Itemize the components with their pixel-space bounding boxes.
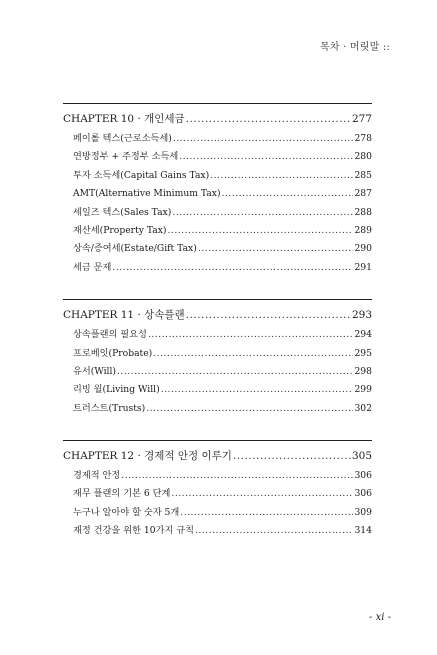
chapter-page: 293	[351, 309, 372, 322]
entry-label: 페이롤 텍스(근로소득세)	[73, 133, 172, 144]
entry-page: 306	[354, 470, 372, 482]
toc-entry	[63, 326, 372, 344]
entry-page: 287	[354, 188, 372, 200]
page-number: - xi -	[369, 612, 391, 623]
chapter-title: CHAPTER 12 · 경제적 안정 이루기	[63, 450, 232, 463]
entry-page: 302	[354, 402, 372, 414]
entry-label: 재산세(Property Tax)	[73, 224, 167, 236]
dot-leader	[121, 467, 353, 485]
table-of-contents	[63, 103, 372, 563]
chapter-heading	[63, 306, 372, 325]
dot-leader	[146, 400, 353, 418]
entry-page: 290	[354, 243, 372, 255]
toc-entry	[63, 400, 372, 418]
toc-entry	[63, 167, 372, 185]
chapter-title: CHAPTER 10 · 개인세금	[63, 113, 185, 125]
running-head: 목차 · 머릿말 ::	[320, 42, 390, 53]
toc-entry	[63, 185, 372, 203]
toc-entry	[63, 522, 372, 540]
toc-entry	[63, 204, 372, 222]
chapter-heading	[63, 110, 372, 129]
entry-page: 291	[354, 261, 372, 273]
toc-entry	[63, 467, 372, 485]
dot-leader	[171, 485, 353, 503]
dot-leader	[161, 381, 354, 399]
entry-label: 누구나 알아야 할 숫자 5개	[73, 506, 180, 518]
dot-leader	[117, 363, 353, 381]
entry-page: 285	[354, 169, 372, 181]
dot-leader	[179, 148, 353, 166]
chapter-11	[63, 299, 372, 418]
dot-leader	[153, 345, 353, 363]
entry-label: 리빙 윌(Living Will)	[73, 384, 160, 396]
dot-leader	[180, 504, 353, 522]
entry-label: 트러스트(Trusts)	[73, 402, 146, 414]
dot-leader	[168, 222, 354, 240]
entry-label: 경제적 안정	[73, 470, 121, 482]
entry-label: 세금 문제	[73, 261, 112, 273]
dot-leader	[186, 306, 351, 325]
toc-entry	[63, 363, 372, 381]
chapter-page: 305	[351, 450, 372, 463]
entry-page: 314	[354, 525, 372, 537]
dot-leader	[195, 522, 353, 540]
toc-entry	[63, 504, 372, 522]
entry-label: AMT(Alternative Minimum Tax)	[73, 188, 221, 200]
entry-page: 295	[354, 347, 372, 359]
dot-leader	[112, 259, 353, 277]
entry-label: 연방정부 + 주정부 소득세	[73, 151, 179, 163]
entry-page: 278	[354, 133, 372, 144]
entry-label: 상속플랜의 필요성	[73, 329, 147, 341]
entry-page: 280	[354, 151, 372, 163]
entry-label: 상속/증여세(Estate/Gift Tax)	[73, 243, 197, 255]
entry-label: 투자 소득세(Capital Gains Tax)	[73, 169, 210, 181]
entry-label: 세일즈 텍스(Sales Tax)	[73, 206, 172, 218]
entry-label: 프로베잇(Probate)	[73, 347, 153, 359]
chapter-page: 277	[351, 113, 372, 125]
toc-entry	[63, 240, 372, 258]
toc-entry	[63, 345, 372, 363]
entry-page: 289	[354, 224, 372, 236]
toc-entry	[63, 485, 372, 503]
entry-page: 294	[354, 329, 372, 341]
toc-entry	[63, 130, 372, 148]
toc-entry	[63, 381, 372, 399]
chapter-heading	[63, 447, 372, 466]
entry-page: 306	[354, 488, 372, 500]
entry-label: 유서(Will)	[73, 365, 117, 377]
dot-leader	[173, 130, 354, 148]
dot-leader	[172, 204, 353, 222]
dot-leader	[222, 185, 354, 203]
chapter-12	[63, 440, 372, 541]
entry-page: 298	[354, 365, 372, 377]
toc-entry	[63, 222, 372, 240]
entry-label: 재무 플랜의 기본 6 단계	[73, 488, 171, 500]
dot-leader	[186, 110, 351, 129]
entry-page: 288	[354, 206, 372, 218]
entry-label: 재정 건강을 위한 10가지 규칙	[73, 525, 194, 537]
chapter-title: CHAPTER 11 · 상속플랜	[63, 309, 185, 322]
dot-leader	[198, 240, 354, 258]
entry-page: 309	[354, 506, 372, 518]
toc-entry	[63, 148, 372, 166]
entry-page: 299	[354, 384, 372, 396]
toc-entry	[63, 259, 372, 277]
dot-leader	[233, 447, 351, 466]
chapter-10	[63, 103, 372, 277]
dot-leader	[148, 326, 354, 344]
dot-leader	[210, 167, 353, 185]
